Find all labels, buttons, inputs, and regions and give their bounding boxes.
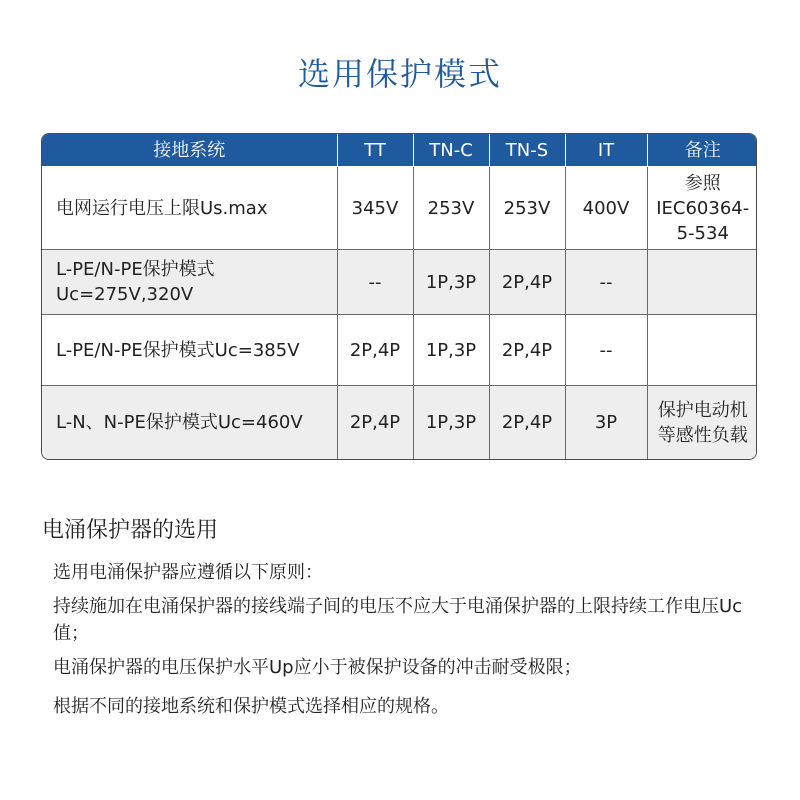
cell-remark: [647, 250, 757, 315]
table-row: [42, 386, 757, 460]
row-label: L-N、N-PE保护模式Uc=460V: [42, 386, 337, 460]
cell-it: --: [565, 250, 647, 315]
paragraph-rule-select: 根据不同的接地系统和保护模式选择相应的规格。: [53, 696, 449, 717]
cell-tn-s: 2P,4P: [489, 250, 565, 315]
table-row: [42, 167, 757, 250]
cell-remark: 保护电动机等感性负载: [647, 386, 757, 460]
cell-tt: --: [337, 250, 413, 315]
protection-mode-table: [41, 133, 757, 460]
header-grounding-system: 接地系统: [42, 134, 337, 167]
header-tt: TT: [337, 134, 413, 167]
cell-tn-c: 253V: [413, 167, 489, 250]
cell-tt: 345V: [337, 167, 413, 250]
cell-remark: [647, 315, 757, 386]
cell-tn-c: 1P,3P: [413, 386, 489, 460]
cell-it: 400V: [565, 167, 647, 250]
cell-tn-s: 2P,4P: [489, 386, 565, 460]
paragraph-intro: 选用电涌保护器应遵循以下原则：: [53, 562, 323, 583]
cell-tn-c: 1P,3P: [413, 250, 489, 315]
row-label: L-PE/N-PE保护模式Uc=385V: [42, 315, 337, 386]
header-tn-c: TN-C: [413, 134, 489, 167]
cell-tn-c: 1P,3P: [413, 315, 489, 386]
paragraph-rule-uc: 持续施加在电涌保护器的接线端子间的电压不应大于电涌保护器的上限持续工作电压Uc值；: [53, 596, 743, 644]
header-it: IT: [565, 134, 647, 167]
section-title: 电涌保护器的选用: [42, 518, 219, 543]
table-header-row: [42, 134, 757, 167]
cell-tt: 2P,4P: [337, 315, 413, 386]
cell-remark: 参照IEC60364-5-534: [647, 167, 757, 250]
cell-tn-s: 2P,4P: [489, 315, 565, 386]
table-row: [42, 315, 757, 386]
cell-tt: 2P,4P: [337, 386, 413, 460]
cell-it: 3P: [565, 386, 647, 460]
page-title: 选用保护模式: [297, 55, 502, 93]
header-tn-s: TN-S: [489, 134, 565, 167]
row-label: L-PE/N-PE保护模式Uc=275V,320V: [42, 250, 337, 315]
header-remark: 备注: [647, 134, 757, 167]
cell-it: --: [565, 315, 647, 386]
paragraph-rule-up: 电涌保护器的电压保护水平Up应小于被保护设备的冲击耐受极限；: [53, 657, 582, 678]
cell-tn-s: 253V: [489, 167, 565, 250]
row-label: 电网运行电压上限Us.max: [42, 167, 337, 250]
table-row: [42, 250, 757, 315]
